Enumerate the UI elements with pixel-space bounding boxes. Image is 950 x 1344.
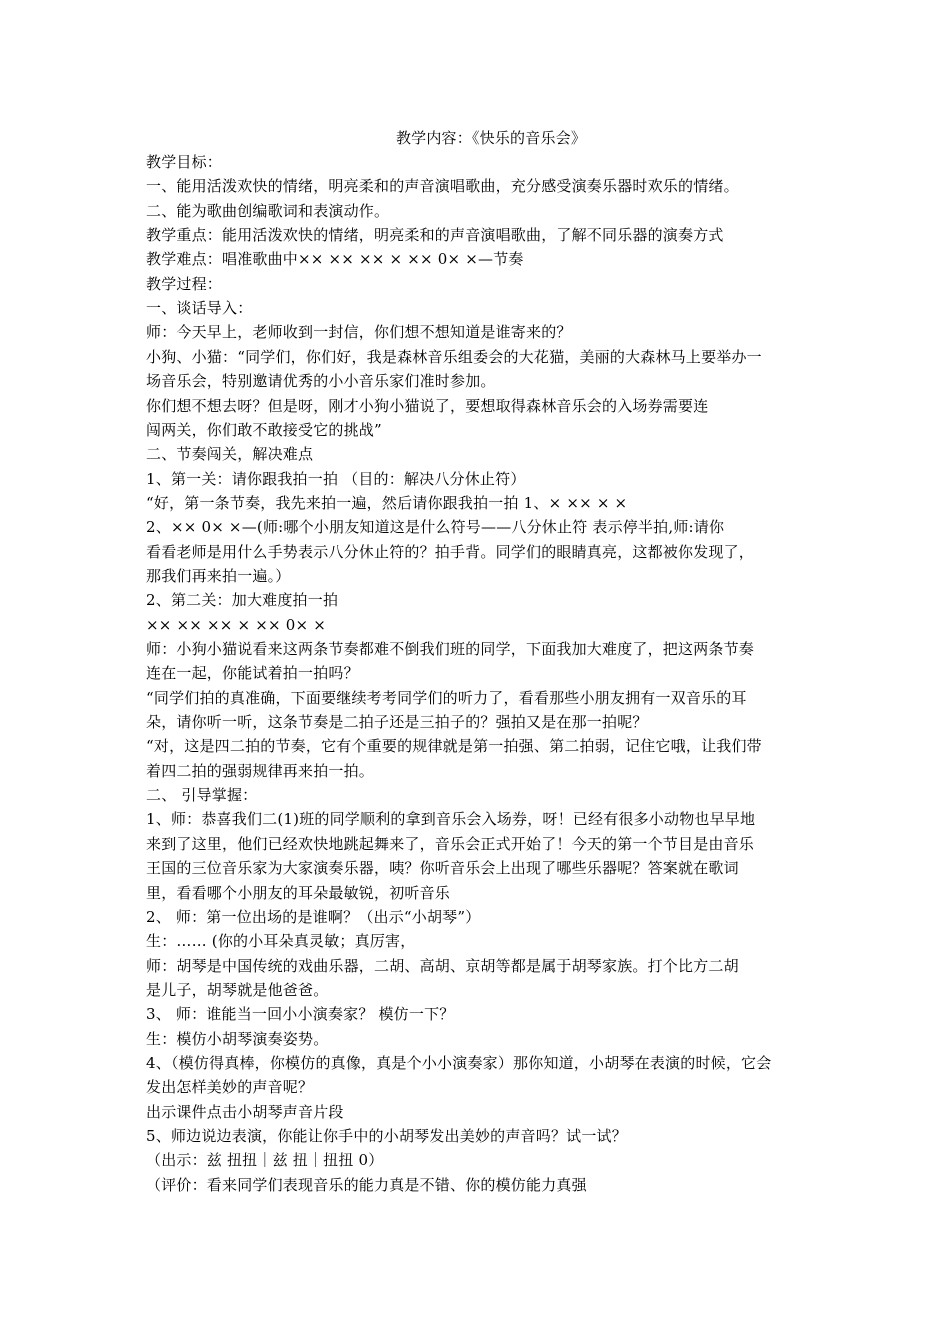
text-line: 场音乐会，特别邀请优秀的小小音乐家们准时参加。 bbox=[146, 372, 496, 391]
text-line: 二、 引导掌握： bbox=[146, 786, 258, 805]
text-line: 教学目标： bbox=[146, 153, 223, 171]
text-line: 师：小狗小猫说看来这两条节奏都难不倒我们班的同学，下面我加大难度了，把这两条节奏 bbox=[146, 640, 755, 658]
text-line: 王国的三位音乐家为大家演奏乐器，咦？你听音乐会上出现了哪些乐器呢？答案就在歌词 bbox=[146, 859, 739, 878]
text-line: 2、×× 0× ×—(师:哪个小朋友知道这是什么符号——八分休止符 表示停半拍,师:请你 bbox=[146, 518, 725, 537]
text-line: 4、（模仿得真棒，你模仿的真像，真是个小小演奏家）那你知道，小胡琴在表演的时候，它会 bbox=[146, 1053, 772, 1072]
text-line: 发出怎样美妙的声音呢？ bbox=[146, 1078, 314, 1097]
text-line: 1、第一关：请你跟我拍一拍 （目的：解决八分休止符） bbox=[146, 469, 526, 488]
text-line: “好，第一条节奏，我先来拍一遍，然后请你跟我拍一拍 1、× ×× × × bbox=[146, 493, 628, 512]
text-line: 师：今天早上，老师收到一封信，你们想不想知道是谁寄来的？ bbox=[146, 323, 572, 342]
text-line: 教学过程： bbox=[146, 274, 223, 293]
text-line: 5、师边说边表演，你能让你手中的小胡琴发出美妙的声音吗？试一试？ bbox=[146, 1127, 627, 1145]
text-line: 来到了这里，他们已经欢快地跳起舞来了，音乐会正式开始了！今天的第一个节目是由音乐 bbox=[146, 834, 755, 853]
text-line: 生：…… (你的小耳朵真灵敏；真厉害， bbox=[146, 932, 416, 951]
text-line: 教学重点：能用活泼欢快的情绪，明亮柔和的声音演唱歌曲，了解不同乐器的演奏方式 bbox=[146, 226, 724, 245]
text-line: 朵，请你听一听，这条节奏是二拍子还是三拍子的？强拍又是在那一拍呢？ bbox=[146, 713, 648, 732]
text-line: 那我们再来拍一遍。） bbox=[146, 566, 291, 585]
text-line: “同学们拍的真准确，下面要继续考考同学们的听力了，看看那些小朋友拥有一双音乐的耳 bbox=[146, 688, 747, 707]
text-line: ×× ×× ×× × ×× 0× × bbox=[146, 615, 327, 634]
text-line: 1、师：恭喜我们二(1)班的同学顺利的拿到音乐会入场券，呀！已经有很多小动物也早早地 bbox=[146, 810, 756, 829]
text-line: 教学难点：唱准歌曲中×× ×× ×× × ×× 0× ×—节奏 bbox=[146, 250, 524, 269]
text-line: 师：胡琴是中国传统的戏曲乐器，二胡、高胡、京胡等都是属于胡琴家族。打个比方二胡 bbox=[146, 956, 739, 975]
text-line: （评价：看来同学们表现音乐的能力真是不错、你的模仿能力真强 bbox=[146, 1175, 587, 1194]
text-line: 2、第二关：加大难度拍一拍 bbox=[146, 591, 339, 610]
text-line: 3、 师：谁能当一回小小演奏家？ 模仿一下？ bbox=[146, 1005, 455, 1024]
text-line: 连在一起，你能试着拍一拍吗？ bbox=[146, 664, 359, 683]
text-line: 小狗、小猫：“同学们，你们好，我是森林音乐组委会的大花猫，美丽的大森林马上要举办一 bbox=[146, 347, 762, 366]
text-line: 着四二拍的强弱规律再来拍一拍。 bbox=[146, 761, 375, 780]
text-line: 闯两关，你们敢不敢接受它的挑战” bbox=[146, 420, 382, 439]
text-line: 出示课件点击小胡琴声音片段 bbox=[146, 1102, 344, 1121]
text-line: 二、能为歌曲创编歌词和表演动作。 bbox=[146, 201, 390, 220]
text-line: （出示：兹 扭扭｜兹 扭｜扭扭 0） bbox=[146, 1151, 384, 1170]
text-line: 一、能用活泼欢快的情绪，明亮柔和的声音演唱歌曲，充分感受演奏乐器时欢乐的情绪。 bbox=[146, 177, 739, 196]
text-line: 是儿子，胡琴就是他爸爸。 bbox=[146, 980, 329, 999]
text-line: 生：模仿小胡琴演奏姿势。 bbox=[146, 1029, 329, 1048]
text-line: 一、谈话导入： bbox=[146, 299, 253, 318]
text-line: 看看老师是用什么手势表示八分休止符的？拍手背。同学们的眼睛真亮，这都被你发现了， bbox=[146, 542, 755, 561]
text-line: 二、节奏闯关，解决难点 bbox=[146, 445, 314, 464]
text-line: 2、 师：第一位出场的是谁啊？（出示“小胡琴”） bbox=[146, 907, 481, 926]
text-line: 你们想不想去呀？但是呀，刚才小狗小猫说了，要想取得森林音乐会的入场券需要连 bbox=[146, 396, 709, 415]
page-title: 教学内容：《快乐的音乐会》 bbox=[395, 129, 587, 147]
text-line: “对，这是四二拍的节奏，它有个重要的规律就是第一拍强、第二拍弱，记住它哦，让我们带 bbox=[146, 737, 762, 756]
text-line: 里，看看哪个小朋友的耳朵最敏锐，初听音乐 bbox=[146, 883, 451, 902]
